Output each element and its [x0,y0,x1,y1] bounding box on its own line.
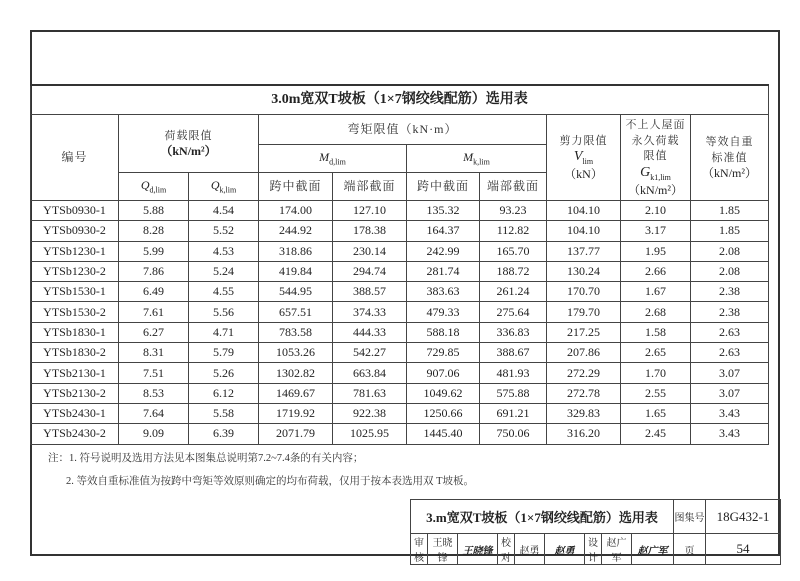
table-row [31,403,769,423]
cell-value: 2.08 [691,241,769,261]
header-mk: $M_{k,lim}$ [407,145,547,173]
cell-value: 3.43 [691,403,769,423]
cell-value: 2.10 [621,201,691,221]
cell-value: 3.07 [691,363,769,383]
cell-value: 4.55 [189,282,259,302]
cell-value: 542.27 [333,343,407,363]
cell-value: 5.88 [119,201,189,221]
cell-value: 207.86 [547,343,621,363]
cell-value: 130.24 [547,261,621,281]
cell-id: YTSb2430-1 [31,403,119,423]
cell-value: 374.33 [333,302,407,322]
cell-value: 4.71 [189,322,259,342]
check-label: 校对 [498,534,515,565]
cell-value: 294.74 [333,261,407,281]
table-row [31,383,769,403]
design-label: 设计 [585,534,602,565]
cell-value: 165.70 [480,241,547,261]
table-row [31,302,769,322]
cell-value: 179.70 [547,302,621,322]
header-shear-label: 剪力限值 [559,134,608,147]
cell-value: 5.26 [189,363,259,383]
cell-value: 1.95 [621,241,691,261]
cell-value: 663.84 [333,363,407,383]
header-mk-end: 端部截面 [480,173,547,201]
header-md-mid: 跨中截面 [259,173,333,201]
cell-value: 5.52 [189,221,259,241]
header-shear-limit [547,115,621,201]
cell-value: 272.78 [547,383,621,403]
cell-value: 7.51 [119,363,189,383]
cell-value: 2.66 [621,261,691,281]
cell-id: YTSb1230-2 [31,261,119,281]
title-block [410,499,781,565]
cell-value: 907.06 [407,363,480,383]
cell-value: 174.00 [259,201,333,221]
note-2: 2. 等效自重标准值为按跨中弯矩等效原则确定的均布荷载，仅用于按本表选用双 T坡板。 [66,476,475,487]
selection-table [30,84,769,445]
cell-value: 781.63 [333,383,407,403]
cell-value: 8.53 [119,383,189,403]
header-md: $M_{d,lim}$ [259,145,407,173]
cell-value: 104.10 [547,201,621,221]
header-load-unit: （kN/m²） [160,143,217,158]
cell-value: 419.84 [259,261,333,281]
cell-value: 2.63 [691,343,769,363]
cell-value: 104.10 [547,221,621,241]
cell-value: 1445.40 [407,424,480,444]
header-equiv-weight [691,115,769,201]
cell-value: 242.99 [407,241,480,261]
cell-value: 1049.62 [407,383,480,403]
header-equiv-2: 标准值 [711,152,748,164]
cell-value: 1053.26 [259,343,333,363]
cell-value: 6.49 [119,282,189,302]
cell-value: 1.65 [621,403,691,423]
cell-value: 479.33 [407,302,480,322]
page-number: 54 [706,534,781,565]
cell-value: 261.24 [480,282,547,302]
cell-value: 2.38 [691,302,769,322]
header-equiv-unit: （kN/m²） [702,165,757,180]
header-equiv-1: 等效自重 [705,136,754,149]
cell-value: 2.45 [621,424,691,444]
cell-value: 1250.66 [407,403,480,423]
header-mk-mid: 跨中截面 [407,173,480,201]
cell-value: 164.37 [407,221,480,241]
cell-value: 281.74 [407,261,480,281]
cell-value: 481.93 [480,363,547,383]
cell-value: 5.58 [189,403,259,423]
header-md-end: 端部截面 [333,173,407,201]
cell-value: 137.77 [547,241,621,261]
header-shear-unit: （kN） [564,167,603,182]
table-row [31,282,769,302]
note-1: 注：1. 符号说明及选用方法见本图集总说明第7.2~7.4条的有关内容； [48,453,364,464]
header-id: 编号 [31,115,119,201]
reviewer-signature: 王晓锋 [458,534,498,565]
cell-value: 3.07 [691,383,769,403]
cell-value: 4.54 [189,201,259,221]
header-perm-3: 限值 [643,150,668,163]
cell-value: 657.51 [259,302,333,322]
cell-value: 275.64 [480,302,547,322]
atlas-number: 18G432-1 [706,500,781,534]
cell-value: 2.65 [621,343,691,363]
cell-id: YTSb1830-1 [31,322,119,342]
header-load-limit [119,115,259,173]
cell-id: YTSb1530-2 [31,302,119,322]
cell-value: 5.79 [189,343,259,363]
review-label: 审核 [411,534,428,565]
cell-value: 2.38 [691,282,769,302]
table-row [31,322,769,342]
cell-value: 750.06 [480,424,547,444]
cell-value: 4.53 [189,241,259,261]
header-perm-unit: （kN/m²） [628,183,683,198]
checker-signature: 赵勇 [545,534,585,565]
cell-value: 2.63 [691,322,769,342]
cell-id: YTSb0930-2 [31,221,119,241]
cell-value: 93.23 [480,201,547,221]
cell-id: YTSb1830-2 [31,343,119,363]
notes [48,447,474,493]
header-perm-load [621,115,691,201]
header-moment-limit: 弯矩限值（kN·m） [259,115,547,145]
cell-value: 6.12 [189,383,259,403]
cell-id: YTSb2130-1 [31,363,119,383]
cell-value: 127.10 [333,201,407,221]
cell-value: 783.58 [259,322,333,342]
cell-value: 8.28 [119,221,189,241]
cell-value: 8.31 [119,343,189,363]
page-label: 页 [674,534,706,565]
cell-value: 2071.79 [259,424,333,444]
cell-value: 5.99 [119,241,189,261]
cell-value: 3.17 [621,221,691,241]
cell-id: YTSb2430-2 [31,424,119,444]
cell-value: 388.67 [480,343,547,363]
cell-value: 5.56 [189,302,259,322]
table-row [31,201,769,221]
cell-value: 1.67 [621,282,691,302]
cell-value: 316.20 [547,424,621,444]
cell-value: 444.33 [333,322,407,342]
cell-value: 729.85 [407,343,480,363]
cell-value: 5.24 [189,261,259,281]
header-qk: $Q_{k,lim}$ [189,173,259,201]
cell-value: 272.29 [547,363,621,383]
cell-value: 1.85 [691,221,769,241]
cell-value: 7.61 [119,302,189,322]
cell-value: 170.70 [547,282,621,302]
cell-value: 1469.67 [259,383,333,403]
cell-value: 388.57 [333,282,407,302]
cell-value: 178.38 [333,221,407,241]
cell-value: 6.39 [189,424,259,444]
cell-value: 336.83 [480,322,547,342]
cell-value: 1.58 [621,322,691,342]
cell-id: YTSb2130-2 [31,383,119,403]
table-row [31,424,769,444]
cell-value: 7.86 [119,261,189,281]
header-qd: $Q_{d,lim}$ [119,173,189,201]
header-perm-1: 不上人屋面 [625,118,686,131]
cell-value: 588.18 [407,322,480,342]
table-row [31,241,769,261]
cell-value: 1719.92 [259,403,333,423]
header-load-limit-label: 荷载限值 [164,130,213,143]
cell-value: 1302.82 [259,363,333,383]
checker: 赵勇 [515,534,545,565]
cell-id: YTSb1530-1 [31,282,119,302]
header-g: $G_{k1,lim}$ [640,165,671,183]
cell-value: 383.63 [407,282,480,302]
header-perm-2: 永久荷载 [631,134,680,147]
cell-value: 922.38 [333,403,407,423]
cell-value: 691.21 [480,403,547,423]
table-title: 3.0m宽双T坡板（1×7钢绞线配筋）选用表 [31,85,769,115]
cell-value: 135.32 [407,201,480,221]
designer: 赵广军 [602,534,632,565]
cell-value: 3.43 [691,424,769,444]
header-v: $V_{lim}$ [573,149,594,167]
table-row [31,363,769,383]
cell-value: 544.95 [259,282,333,302]
designer-signature: 赵广军 [632,534,674,565]
title-block-title: 3.m宽双T坡板（1×7钢绞线配筋）选用表 [411,500,674,534]
cell-value: 230.14 [333,241,407,261]
cell-value: 2.55 [621,383,691,403]
cell-value: 2.08 [691,261,769,281]
cell-id: YTSb0930-1 [31,201,119,221]
cell-value: 318.86 [259,241,333,261]
cell-value: 1.85 [691,201,769,221]
cell-value: 112.82 [480,221,547,241]
cell-value: 1.70 [621,363,691,383]
table-row [31,221,769,241]
cell-value: 1025.95 [333,424,407,444]
cell-value: 2.68 [621,302,691,322]
cell-value: 217.25 [547,322,621,342]
cell-value: 7.64 [119,403,189,423]
cell-value: 244.92 [259,221,333,241]
table-row [31,261,769,281]
cell-value: 329.83 [547,403,621,423]
table-row [31,343,769,363]
cell-value: 575.88 [480,383,547,403]
cell-value: 6.27 [119,322,189,342]
cell-id: YTSb1230-1 [31,241,119,261]
cell-value: 188.72 [480,261,547,281]
reviewer: 王晓锋 [428,534,458,565]
atlas-label: 图集号 [674,500,706,534]
cell-value: 9.09 [119,424,189,444]
